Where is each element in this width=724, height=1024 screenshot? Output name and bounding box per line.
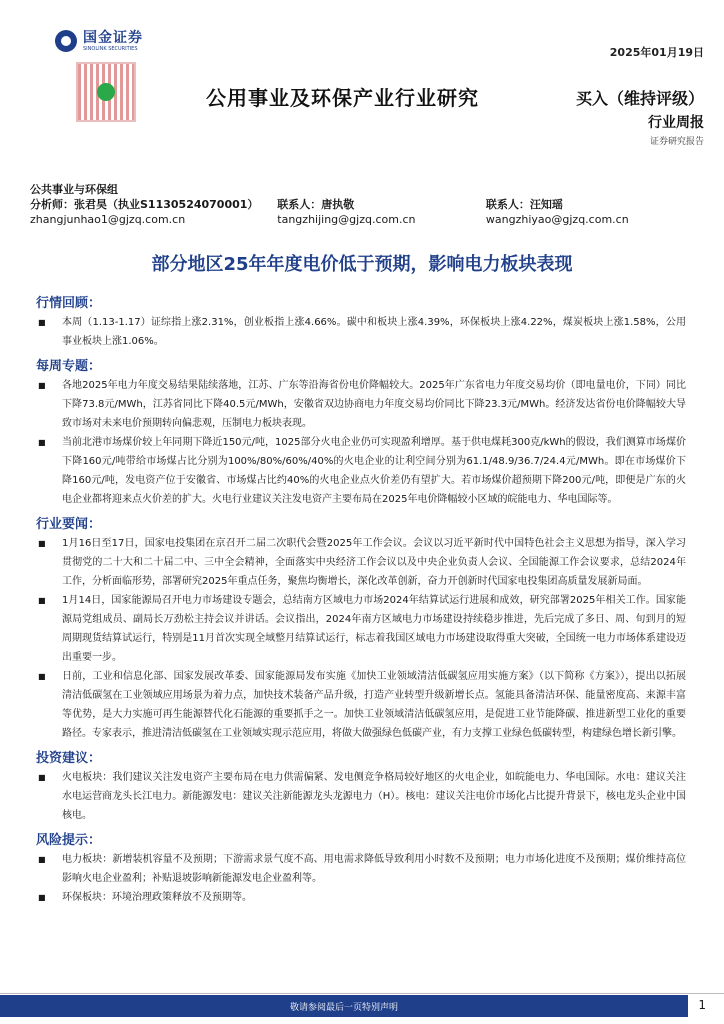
bullet-icon: ■ [38, 318, 46, 327]
headline: 部分地区25年年度电价低于预期，影响电力板块表现 [151, 254, 573, 275]
bullet-icon: ■ [38, 381, 46, 390]
bullet-icon: ■ [38, 539, 46, 548]
list-item: ■ 本周（1.13-1.17）证综指上涨2.31%，创业板指上涨4.66%。碳中和板块上涨4.39%，环保板块上涨4.22%，煤炭板块上涨1.58%，公用事业板块上涨1.06%。 [36, 313, 686, 351]
qr-center-logo-icon [97, 83, 115, 101]
bullet-icon: ■ [38, 773, 46, 782]
analyst-block [30, 182, 700, 227]
list-item: ■ 电力板块：新增装机容量不及预期；下游需求景气度不高、用电需求降低导致利用小时数不及预期；电力市场化进度不及预期；煤价维持高位影响火电企业盈利；补贴退坡影响新能源发电企业盈利等。 [36, 850, 686, 888]
list-item: ■ 火电板块：我们建议关注发电资产主要布局在电力供需偏紧、发电侧竞争格局较好地区的火电企业，如皖能电力、华电国际。水电：建议关注水电运营商龙头长江电力。新能源发电：建议关注新能源龙头龙源电力（H）。核电：建议关注电价市场化占比提升背景下，核电龙头企业中国核电。 [36, 768, 686, 825]
section-title-risk: 风险提示： [36, 833, 102, 848]
analyst-email[interactable]: zhangjunhao1@gjzq.com.cn [30, 213, 186, 226]
list-item: ■ 环保板块：环境治理政策释放不及预期等。 [36, 888, 686, 907]
bullet-icon: ■ [38, 855, 46, 864]
report-type: 行业周报 [648, 115, 704, 131]
report-title: 公用事业及环保产业行业研究 [206, 86, 479, 110]
section-title-invest: 投资建议： [36, 751, 102, 766]
analyst-group: 公共事业与环保组 [30, 183, 118, 196]
brand-logo [55, 30, 143, 52]
section-title-news: 行业要闻： [36, 517, 102, 532]
list-item: ■ 1月16日至17日，国家电投集团在京召开二届二次职代会暨2025年工作会议。会议以习近平新时代中国特色社会主义思想为指导，深入学习贯彻党的二十大和二十届二中、三中全会精神，全面落实中央经济工作会议以及中央企业负责人会议、全国能源工作会议要求，总结2024年工作，分析面临形势，部署研究2025年重点任务，聚焦均衡增长，深化改革创新，奋力开创新时代国家电投集团高质量发展新局面。 [36, 534, 686, 591]
analyst-name: 分析师：张君昊（执业S1130524070001） [30, 198, 259, 211]
section-title-review: 行情回顾： [36, 296, 102, 311]
brand-name-en: SINOLINK SECURITIES [83, 45, 138, 52]
page-number: 1 [698, 998, 706, 1012]
list-item: ■ 各地2025年电力年度交易结果陆续落地，江苏、广东等沿海省份电价降幅较大。2025年广东省电力年度交易均价（即电量电价，下同）同比下降73.8元/MWh，江苏省同比下降40.5元/MWh，安徽省双边协商电力年度交易均价同比下降23.3元/MWh。经济发达省份电价降幅较大导致市场对未来电价预期转向偏悲观，压制电力板块表现。 [36, 376, 686, 433]
list-item: ■ 当前北港市场煤价较上年同期下降近150元/吨，1025部分火电企业仍可实现盈利增厚。基于供电煤耗300克/kWh的假设，我们测算市场煤价下降160元/吨带给市场煤占比分别为100%/80%/60%/40%的火电企业的让利空间分别为61.1/48.9/36.7/24.4元/MWh。即在市场煤价下降160元/吨，发电资产位于安徽省、市场煤占比约40%的火电企业点火价差仍有望扩大。若市场煤价超预期下降200元/吨，即便是广东的火电企业都将迎来点火价差的扩大。火电行业建议关注发电资产主要布局在2025年电价降幅较小区域的皖能电力、华电国际等。 [36, 433, 686, 509]
brand-name-cn: 国金证券 [83, 29, 143, 46]
brand-emblem-icon [55, 30, 77, 52]
list-item: ■ 日前，工业和信息化部、国家发展改革委、国家能源局发布实施《加快工业领域清洁低碳氢应用实施方案》（以下简称《方案》），提出以拓展清洁低碳氢在工业领域应用场景为着力点，加快技术装备产品升级，打造产业转型升级新增长点。氢能具备清洁环保、能量密度高、来源丰富等优势，是大力实施可再生能源替代化石能源的重要抓手之一。加快工业领域清洁低碳氢应用，是促进工业节能降碳、推进新型工业化的重要路径。专家表示，推进清洁低碳氢在工业领域实现示范应用，将做大做强绿色低碳产业，有力支撑工业绿色低碳转型，构建绿色增长新引擎。 [36, 667, 686, 743]
bullet-icon: ■ [38, 438, 46, 447]
section-title-weekly: 每周专题： [36, 359, 102, 374]
report-tag: 证券研究报告 [649, 137, 704, 147]
contact2-email[interactable]: wangzhiyao@gjzq.com.cn [485, 213, 629, 226]
contact1-email[interactable]: tangzhijing@gjzq.com.cn [277, 213, 416, 226]
report-header [0, 0, 724, 172]
footer-notice: 敬请参阅最后一页特别声明 [289, 1003, 398, 1013]
bullet-icon: ■ [38, 893, 46, 902]
report-date: 2025年01月19日 [609, 46, 704, 59]
rating: 买入（维持评级） [575, 89, 704, 108]
bullet-icon: ■ [38, 596, 46, 605]
contact1-name: 联系人：唐执敬 [277, 198, 355, 211]
contact2-name: 联系人：汪知瑶 [485, 198, 563, 211]
footer-divider [0, 993, 724, 994]
bullet-icon: ■ [38, 672, 46, 681]
report-body [36, 288, 686, 907]
list-item: ■ 1月14日，国家能源局召开电力市场建设专题会，总结南方区域电力市场2024年结算试运行进展和成效，研究部署2025年相关工作。国家能源局党组成员、副局长万劲松主持会议并讲话。会议指出，2024年南方区域电力市场建设持续稳步推进，先后完成了多日、周、旬到月的短周期现货结算试运行，特别是11月首次实现全域整月结算试运行，标志着我国区域电力市场建设取得重大突破，全国统一电力市场体系建设迈出重要一步。 [36, 591, 686, 667]
